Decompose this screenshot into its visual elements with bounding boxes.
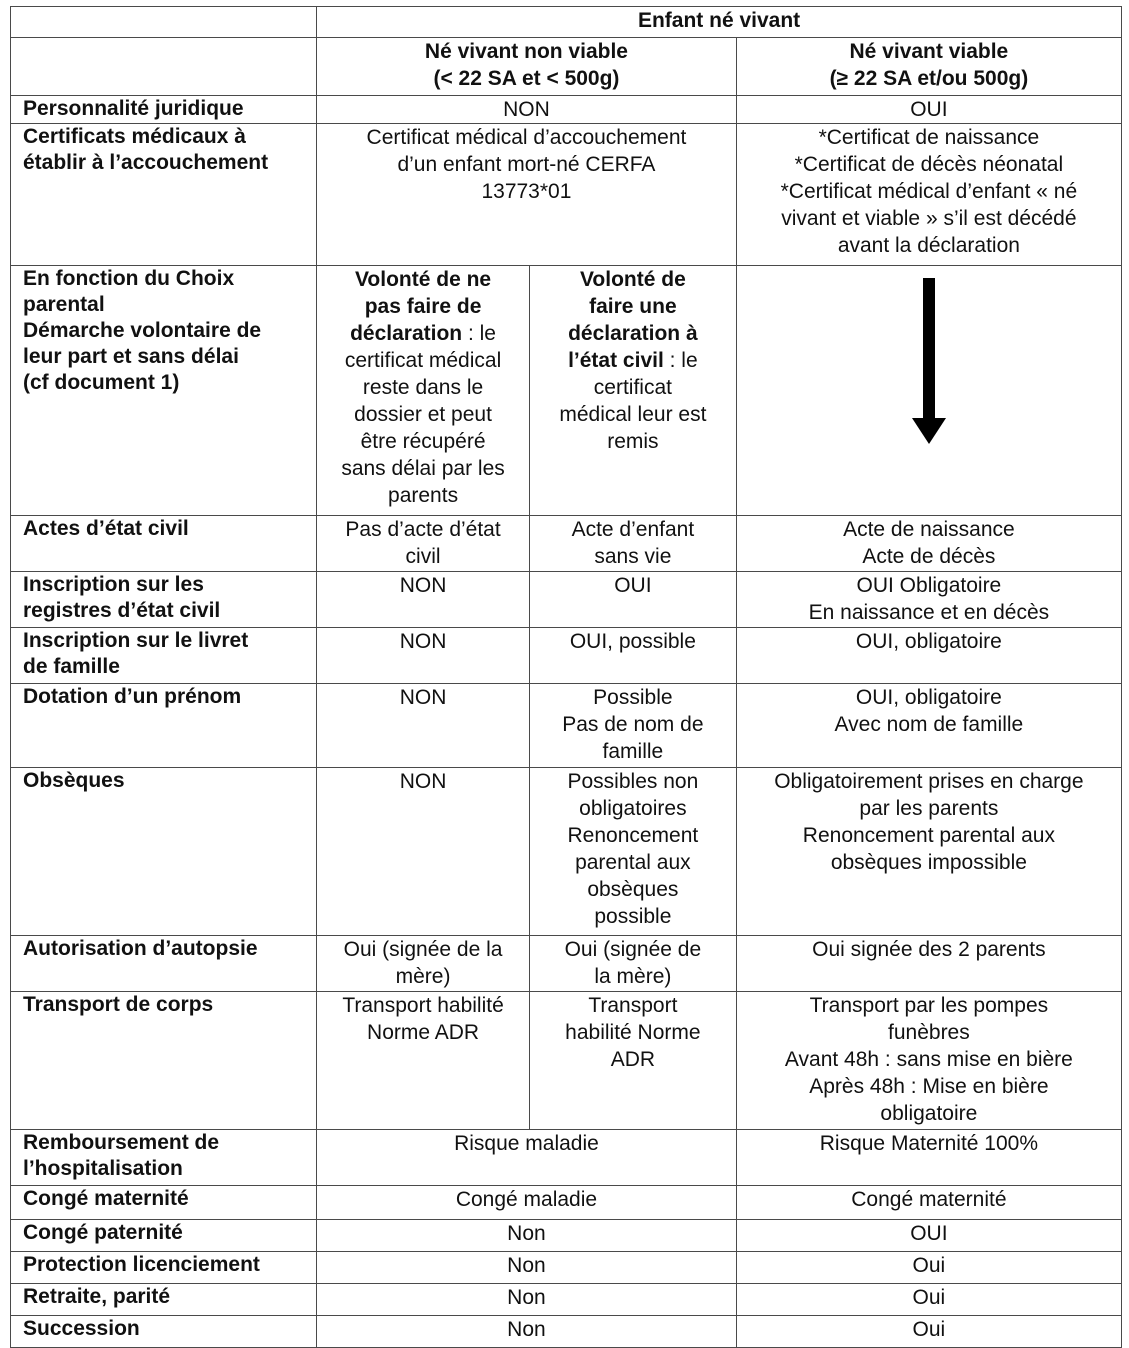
cell-sans-declaration: NON xyxy=(317,684,530,768)
cell-avec-declaration: Oui (signée de la mère) xyxy=(529,936,736,992)
cell-viable: Oui xyxy=(736,1252,1121,1284)
comparison-table xyxy=(10,6,1122,1348)
row-label: Retraite, parité xyxy=(11,1284,317,1316)
row-label: Dotation d’un prénom xyxy=(11,684,317,768)
table-header-row xyxy=(11,38,1122,96)
row-label: Personnalité juridique xyxy=(11,96,317,124)
cell-viable: *Certificat de naissance *Certificat de décès néonatal *Certificat médical d’enfant « né vivant et viable » s’il est décédé avant la déclaration xyxy=(736,124,1121,266)
table-row xyxy=(11,124,1122,266)
cell-viable: Oui xyxy=(736,1284,1121,1316)
table-row xyxy=(11,992,1122,1130)
row-label: Transport de corps xyxy=(11,992,317,1130)
table-row xyxy=(11,684,1122,768)
cell-sans-declaration: Transport habilité Norme ADR xyxy=(317,992,530,1130)
cell-avec-declaration: Acte d’enfant sans vie xyxy=(529,516,736,572)
table-row xyxy=(11,1252,1122,1284)
cell-non-viable: Congé maladie xyxy=(317,1186,737,1220)
cell-viable: Congé maternité xyxy=(736,1186,1121,1220)
cell-sans-declaration: Oui (signée de la mère) xyxy=(317,936,530,992)
row-label: Inscription sur le livret de famille xyxy=(11,628,317,684)
cell-viable: OUI xyxy=(736,1220,1121,1252)
table-row xyxy=(11,936,1122,992)
cell-viable: OUI, obligatoire xyxy=(736,628,1121,684)
cell-viable: Transport par les pompes funèbres Avant 48h : sans mise en bière Après 48h : Mise en bière obligatoire xyxy=(736,992,1121,1130)
cell-viable: Oui xyxy=(736,1316,1121,1348)
cell-non-viable: Non xyxy=(317,1316,737,1348)
cell-sans-declaration xyxy=(317,266,530,516)
table-row xyxy=(11,628,1122,684)
cell-avec-declaration: Possibles non obligatoires Renoncement parental aux obsèques possible xyxy=(529,768,736,936)
row-label: Congé maternité xyxy=(11,1186,317,1220)
column-header-viable: Né vivant viable (≥ 22 SA et/ou 500g) xyxy=(736,38,1121,96)
table-row xyxy=(11,1284,1122,1316)
cell-non-viable: Non xyxy=(317,1220,737,1252)
cell-viable: OUI Obligatoire En naissance et en décès xyxy=(736,572,1121,628)
cell-sans-declaration: NON xyxy=(317,572,530,628)
cell-avec-declaration xyxy=(529,266,736,516)
table-row xyxy=(11,1130,1122,1186)
table-row xyxy=(11,1186,1122,1220)
cell-viable: Acte de naissance Acte de décès xyxy=(736,516,1121,572)
cell-sans-declaration: NON xyxy=(317,768,530,936)
bold-text: Volonté de ne pas faire de déclaration xyxy=(350,268,492,345)
row-label: En fonction du Choix parental Démarche volontaire de leur part et sans délai (cf document 1) xyxy=(11,266,317,516)
cell-sans-declaration: NON xyxy=(317,628,530,684)
bold-text: Volonté de faire une déclaration à l’état civil xyxy=(568,268,698,372)
empty-corner-cell xyxy=(11,38,317,96)
cell-avec-declaration: OUI xyxy=(529,572,736,628)
cell-avec-declaration: OUI, possible xyxy=(529,628,736,684)
table-row xyxy=(11,266,1122,516)
row-label: Obsèques xyxy=(11,768,317,936)
cell-viable: Risque Maternité 100% xyxy=(736,1130,1121,1186)
row-label: Certificats médicaux à établir à l’accouchement xyxy=(11,124,317,266)
table-row xyxy=(11,96,1122,124)
row-label: Inscription sur les registres d’état civil xyxy=(11,572,317,628)
cell-non-viable: Non xyxy=(317,1284,737,1316)
cell-viable: OUI, obligatoire Avec nom de famille xyxy=(736,684,1121,768)
group-header: Enfant né vivant xyxy=(317,7,1122,38)
cell-viable: Obligatoirement prises en charge par les parents Renoncement parental aux obsèques impossible xyxy=(736,768,1121,936)
cell-text: : le certificat médical leur est remis xyxy=(559,349,707,453)
table-row xyxy=(11,1316,1122,1348)
cell-non-viable: NON xyxy=(317,96,737,124)
cell-avec-declaration: Transport habilité Norme ADR xyxy=(529,992,736,1130)
row-label: Actes d’état civil xyxy=(11,516,317,572)
row-label: Protection licenciement xyxy=(11,1252,317,1284)
cell-avec-declaration: Possible Pas de nom de famille xyxy=(529,684,736,768)
cell-non-viable: Certificat médical d’accouchement d’un enfant mort-né CERFA 13773*01 xyxy=(317,124,737,266)
row-label: Succession xyxy=(11,1316,317,1348)
arrow-down-icon xyxy=(912,278,946,444)
cell-non-viable: Non xyxy=(317,1252,737,1284)
table-header-row xyxy=(11,7,1122,38)
table-row xyxy=(11,1220,1122,1252)
row-label: Remboursement de l’hospitalisation xyxy=(11,1130,317,1186)
table-row xyxy=(11,572,1122,628)
row-label: Autorisation d’autopsie xyxy=(11,936,317,992)
column-header-non-viable: Né vivant non viable (< 22 SA et < 500g) xyxy=(317,38,737,96)
cell-sans-declaration: Pas d’acte d’état civil xyxy=(317,516,530,572)
cell-text: : le certificat médical reste dans le dossier et peut être récupéré sans délai par les parents xyxy=(341,322,505,507)
table-row xyxy=(11,768,1122,936)
empty-corner-cell xyxy=(11,7,317,38)
table-row xyxy=(11,516,1122,572)
cell-viable: Oui signée des 2 parents xyxy=(736,936,1121,992)
row-label: Congé paternité xyxy=(11,1220,317,1252)
cell-non-viable: Risque maladie xyxy=(317,1130,737,1186)
cell-viable xyxy=(736,266,1121,516)
cell-viable: OUI xyxy=(736,96,1121,124)
